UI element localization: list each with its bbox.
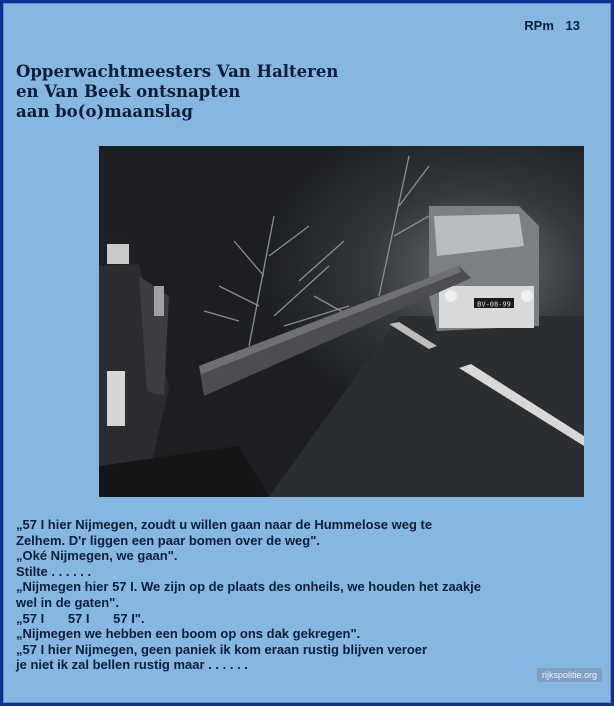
body-line-6: wel in de gaten". [16, 594, 119, 610]
call-1: „57 I [16, 610, 45, 626]
article-body [16, 517, 604, 673]
call-2: 57 I [67, 610, 90, 626]
headline-line-3: aan bo(o)maanslag [16, 102, 193, 121]
body-line-3: „Oké Nijmegen, we gaan". [16, 548, 178, 564]
license-plate-text: BV-08-99 [477, 300, 511, 309]
body-line-4: Stilte . . . . . . [16, 563, 92, 579]
body-line-1: „57 I hier Nijmegen, zoudt u willen gaan naar de Hummelose weg te [16, 517, 433, 532]
watermark: rijkspolitie.org [537, 668, 602, 682]
body-line-9: „57 I hier Nijmegen, geen paniek ik kom eraan rustig blijven veroer [16, 641, 428, 657]
body-line-10: je niet ik zal bellen rustig maar . . . . . . [16, 657, 248, 673]
magazine-page [3, 3, 611, 703]
body-line-calls [16, 611, 604, 627]
body-line-2: Zelhem. D'r liggen een paar bomen over de weg". [16, 532, 320, 548]
fallen-tree-photo [99, 146, 584, 497]
article-photo [99, 146, 584, 497]
body-line-8: „Nijmegen we hebben een boom op ons dak gekregen". [16, 626, 361, 642]
article-headline [16, 62, 356, 122]
call-3: 57 I". [113, 610, 145, 626]
page-number: RPm 13 [524, 18, 580, 33]
headline-line-2: en Van Beek ontsnapten [16, 82, 241, 101]
body-line-5: „Nijmegen hier 57 I. We zijn op de plaats des onheils, we houden het zaakje [16, 579, 481, 595]
headline-line-1: Opperwachtmeesters Van Halteren [16, 62, 339, 81]
police-car [429, 206, 539, 331]
